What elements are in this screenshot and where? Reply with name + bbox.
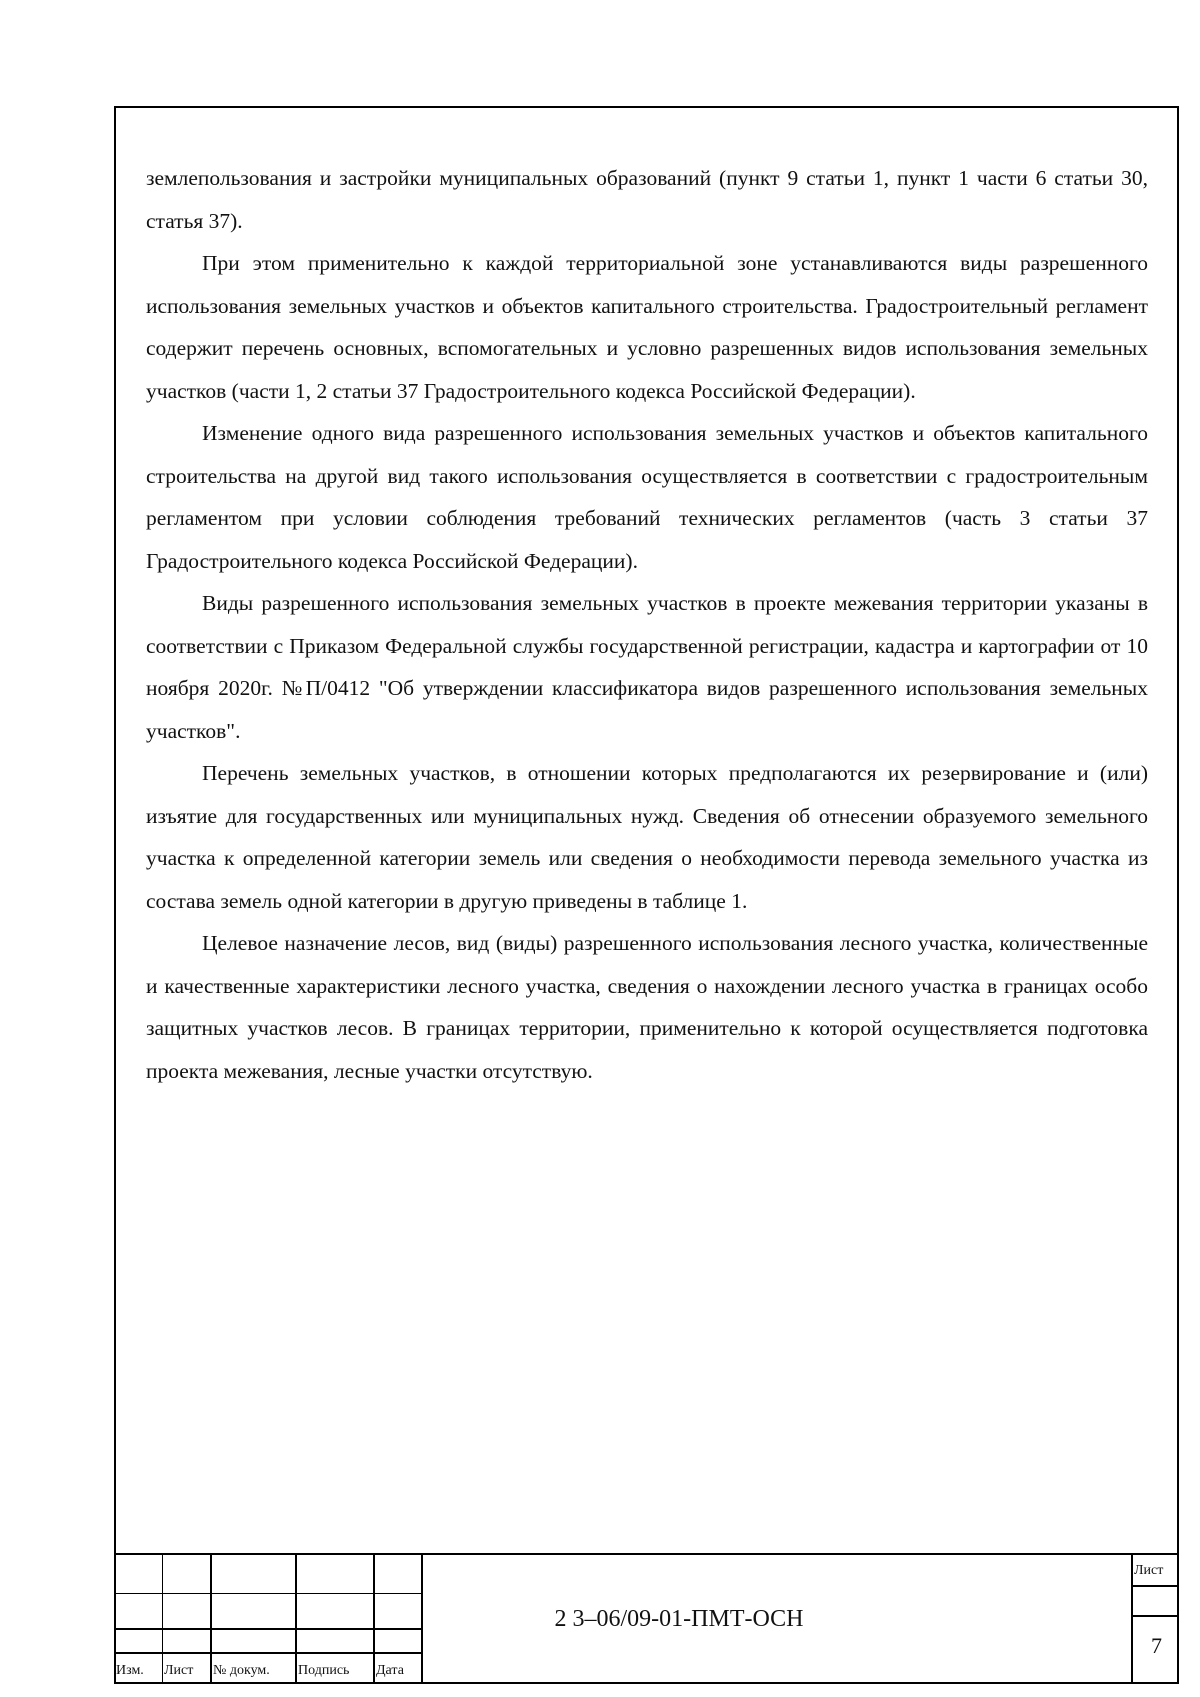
stamp-col-line-4 [373, 1553, 375, 1684]
stamp-col-line-1 [162, 1553, 163, 1684]
stamp-row-line-1 [114, 1593, 422, 1594]
label-date: Дата [376, 1663, 404, 1678]
paragraph-6: Целевое назначение лесов, вид (виды) разрешенного использования лесного участка, количественные и качественные характеристики лесного участка, сведения о нахождении лесного участка в границах особо защитных участков лесов. В границах территории, применительно к которой осуществляется подготовка проекта межевания, лесные участки отсутствую. [146, 931, 1148, 1083]
document-code: 2 3–06/09-01-ПМТ-ОСН [554, 1606, 804, 1632]
paragraph-2: При этом применительно к каждой территориальной зоне устанавливаются виды разрешенного использования земельных участков и объектов капитального строительства. Градостроительный регламент содержит перечень основных, вспомогательных и условно разрешенных видов использования земельных участков (части 1, 2 статьи 37 Градостроительного кодекса Российской Федерации). [146, 251, 1148, 403]
stamp-top-line [114, 1553, 1179, 1555]
stamp-row-line-2 [114, 1628, 422, 1630]
sheet-label-line [1131, 1585, 1179, 1587]
stamp-row-line-3 [114, 1652, 422, 1654]
stamp-col-line-2 [210, 1553, 212, 1684]
label-signature: Подпись [298, 1663, 350, 1678]
paragraph-3: Изменение одного вида разрешенного использования земельных участков и объектов капитального строительства на другой вид такого использования осуществляется в соответствии с градостроительным регламентом при условии соблюдения требований технических регламентов (часть 3 статьи 37 Градостроительного кодекса Российской Федерации). [146, 421, 1148, 573]
stamp-col-line-5 [421, 1553, 423, 1684]
sheet-box-line [1131, 1615, 1179, 1617]
paragraph-4: Виды разрешенного использования земельных участков в проекте межевания территории указаны в соответствии с Приказом Федеральной службы государственной регистрации, кадастра и картографии от 10 ноября 2020г. №П/0412 "Об утверждении классификатора видов разрешенного использования земельных участков". [146, 591, 1148, 743]
paragraph-5: Перечень земельных участков, в отношении которых предполагаются их резервирование и (или) изъятие для государственных или муниципальных нужд. Сведения об отнесении образуемого земельного участка к определенной категории земель или сведения о необходимости перевода земельного участка из состава земель одной категории в другую приведены в таблице 1. [146, 761, 1148, 913]
sheet-col-line [1131, 1553, 1133, 1684]
stamp-col-line-3 [295, 1553, 297, 1684]
label-doc-number: № докум. [213, 1663, 270, 1678]
paragraph-1: землепользования и застройки муниципальных образований (пункт 9 статьи 1, пункт 1 части 6 статьи 30, статья 37). [146, 166, 1148, 233]
sheet-label: Лист [1134, 1563, 1164, 1578]
title-block [114, 1553, 1179, 1684]
label-list: Лист [164, 1663, 194, 1678]
label-izm: Изм. [116, 1663, 144, 1678]
sheet-number: 7 [1151, 1633, 1162, 1658]
document-body [146, 157, 1148, 1092]
